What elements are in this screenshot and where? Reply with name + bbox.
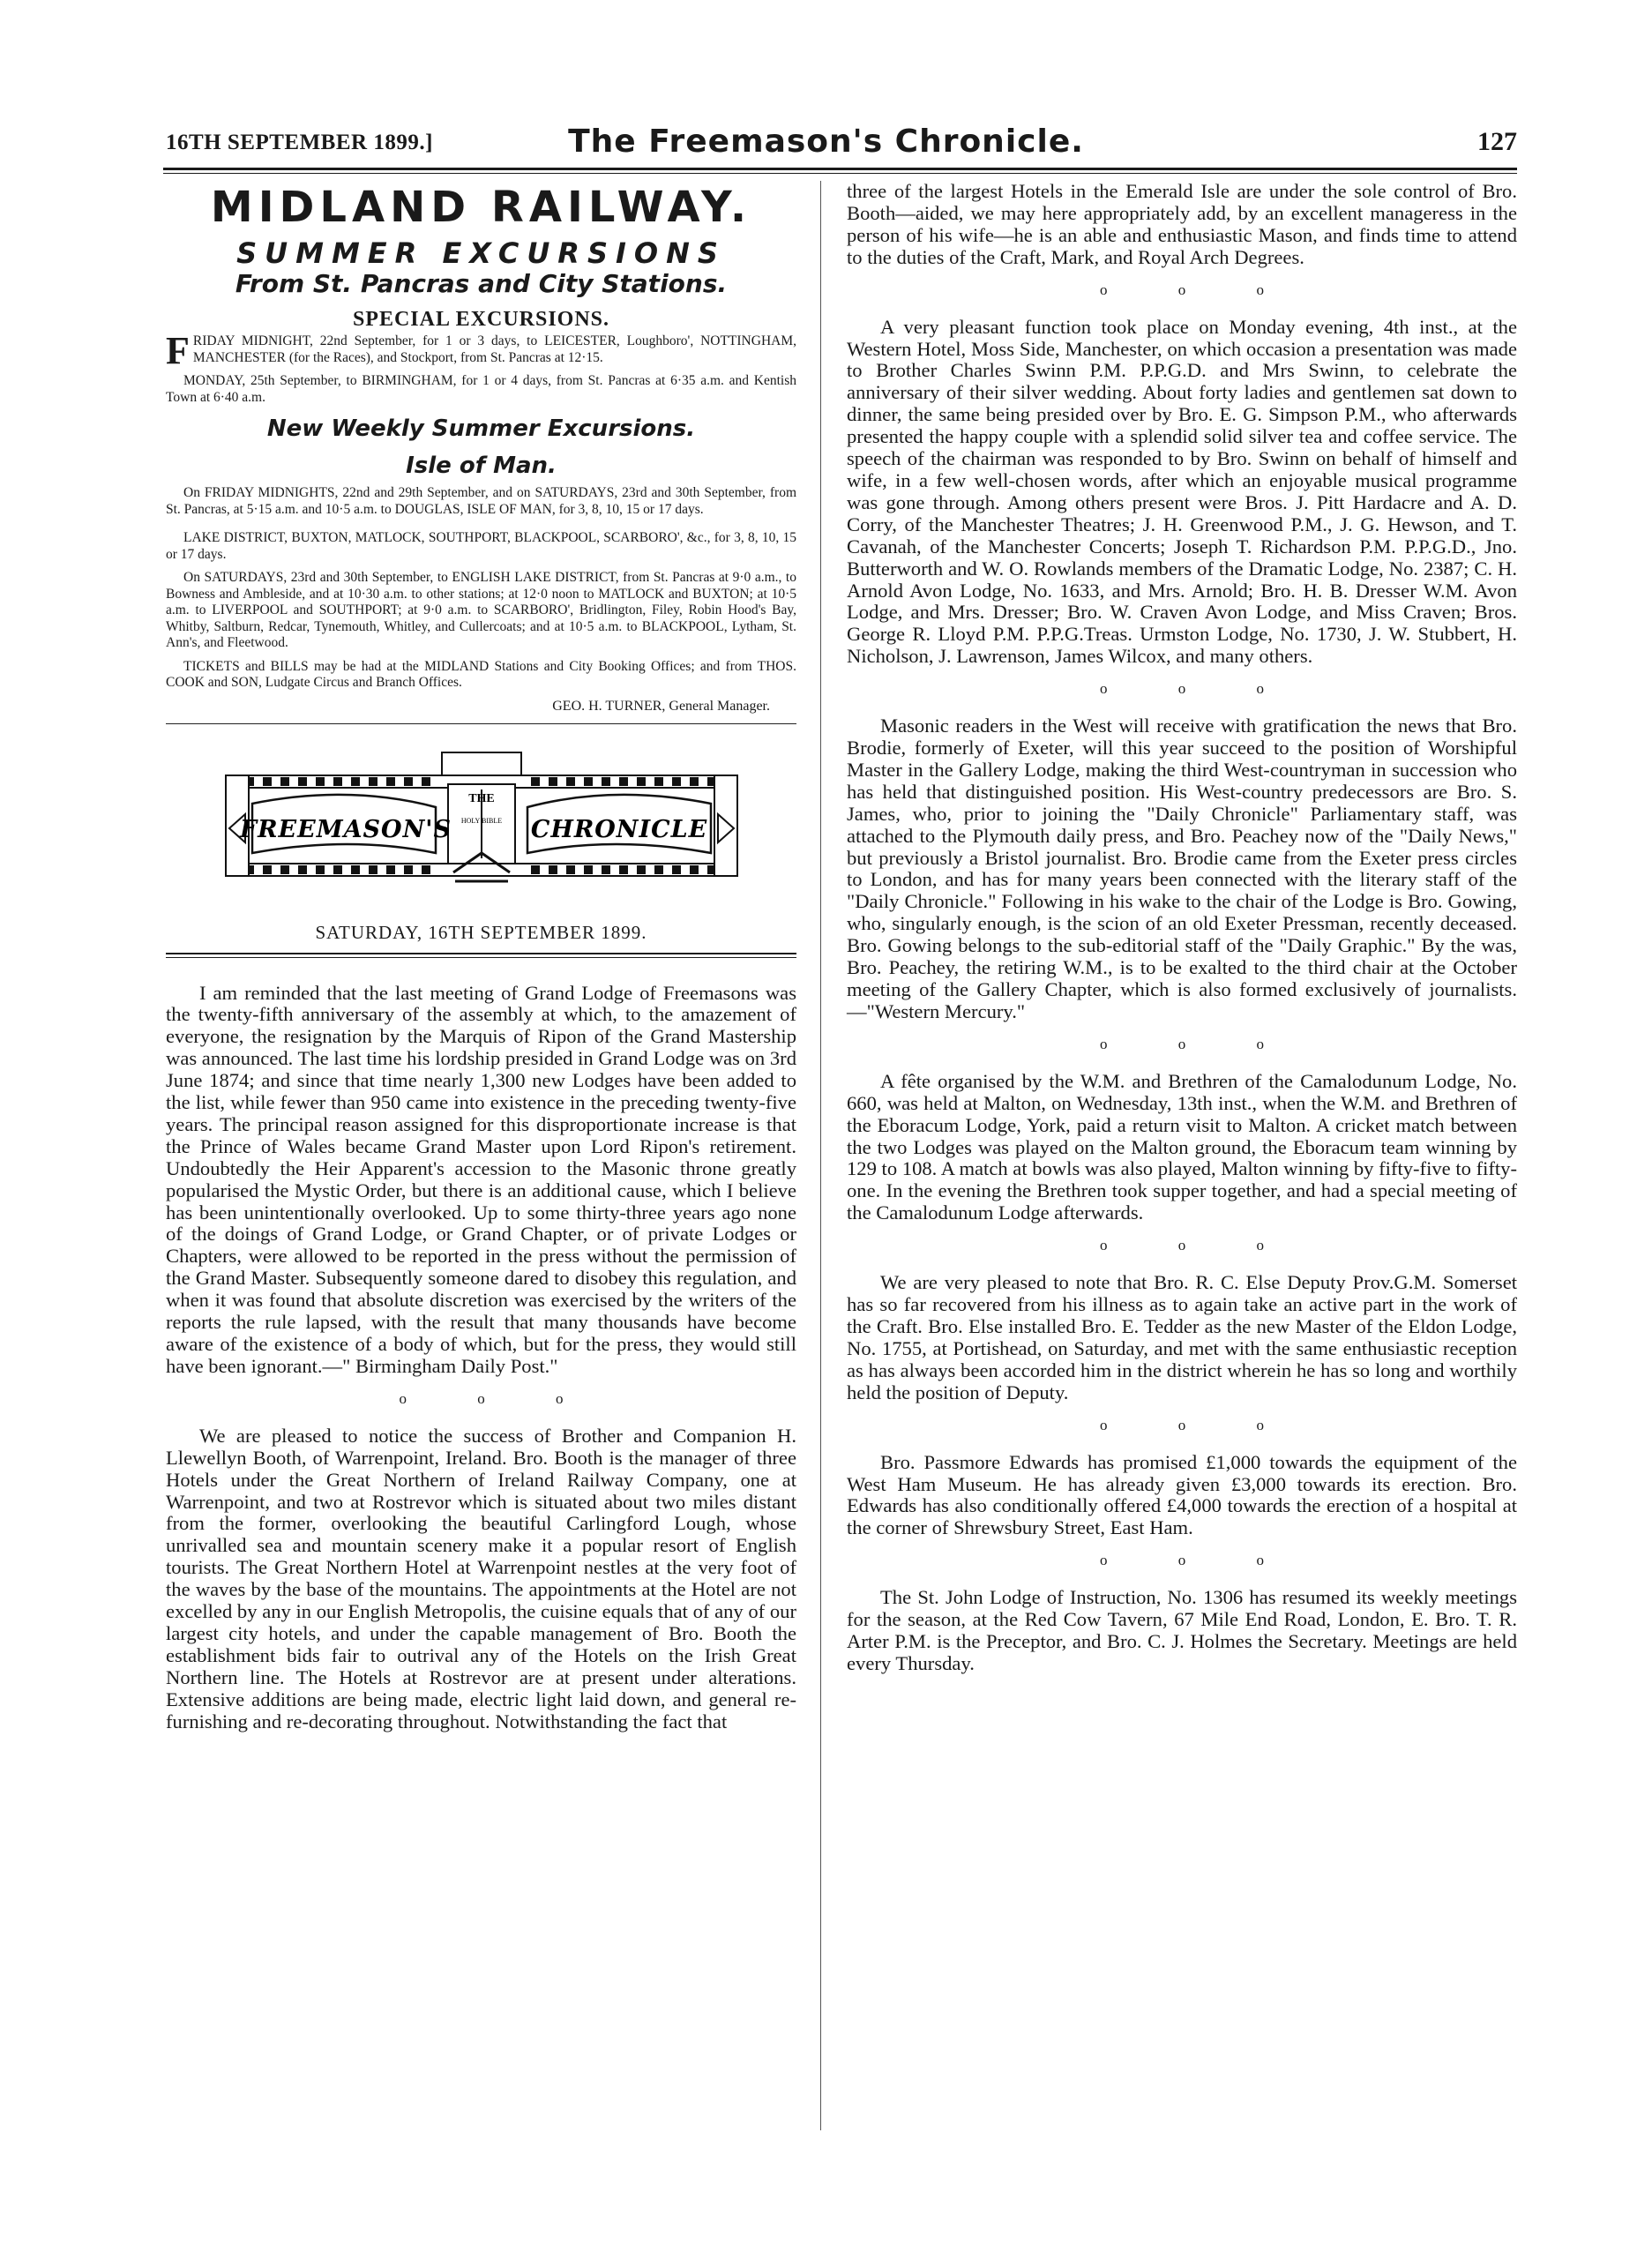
advert-subtitle-stations: From St. Pancras and City Stations. — [235, 269, 728, 298]
header-rule-thin — [163, 173, 1517, 174]
masthead-the: THE — [467, 791, 495, 805]
article-passmore-edwards: Bro. Passmore Edwards has promised £1,000 towards the equipment of the West Ham Museum. He has already given £3,000 towards its erection. Bro. Edwards has also conditionally offered £4,000 towards the erection of a hospital at the corner of Shrewsbury Street, East Ham. — [847, 1450, 1517, 1539]
advert-title: MIDLAND RAILWAY. — [210, 183, 752, 232]
section-separator: o o o — [1100, 1416, 1297, 1433]
special-excursions-text: FRIDAY MIDNIGHT, 22nd September, for 1 or 3 days, to LEICESTER, Loughboro', NOTTINGHAM, MANCHESTER (for the Races), and Stockport, from St. Pancras at 12·15. — [166, 329, 796, 372]
isle-of-man-heading: Isle of Man. — [406, 453, 557, 479]
lake-district-details: On SATURDAYS, 23rd and 30th September, to ENGLISH LAKE DISTRICT, from St. Pancras at 9·0 a.m., to Bowness and Ambleside, and at 10·30 a.m. to other stations; at 12·0 noon to MATLOCK and BUXTON; at 10·5 a.m. to LIVERPOOL and SOUTHPORT; at 9·0 a.m. to SCARBORO', Bridlington, Filey, Robin Hood's Bay, Whitby, Saltburn, Redcar, Tynemouth, Whitley, and Cullercoats; and at 10·5 a.m. to BLACKPOOL, Lytham, St. Ann's, and Fleetwood. — [166, 570, 796, 650]
article-else-recovery: We are very pleased to note that Bro. R. C. Else Deputy Prov.G.M. Somerset has so far recovered from his illness as to again take an active part in the work of the Craft. Bro. Else installed Bro. E. Tedder as the new Master of the Eldon Lodge, No. 1755, at Portishead, on Saturday, and met with the same enthusiastic reception as has always been accorded him in the district wherein he has so long and worthily held the position of Deputy. — [847, 1271, 1517, 1403]
article-swinn-wedding: A very pleasant function took place on Monday evening, 4th inst., at the Western Hotel, Moss Side, Manchester, on which occasion a presentation was made to Brother Charles Swinn P.M. P.P.G.D. and Mrs Swinn, to celebrate the anniversary of their silver wedding. About forty ladies and gentlemen sat down to dinner, the same being presided over by Bro. E. G. Simpson P.M., who afterwards presented the happy couple with a splendid solid silver tea and coffee service. The speech of the chairman was responded to by Bro. Swinn on behalf of himself and wife, in a few well-chosen words, after which an enjoyable musical programme was gone through. Among others present were Bros. J. Pitt Hardacre and A. D. Corry, of the Manchester Theatres; J. H. Greenwood P.M., J. G. Hewson, and T. Cavanah, of the Manchester Concerts; Joseph T. Richardson P.M. P.P.G.D., Jno. Butterworth and W. O. Rowlands members of the Dramatic Lodge, No. 2387; C. H. Arnold Avon Lodge, No. 1633, and Mrs. Arnold; Bro. H. B. Dresser W.M. Avon Lodge, and Mrs. Dresser; Bro. W. Craven Avon Lodge, and Miss Craven; Bros. George R. Lloyd P.M. P.P.G.Treas. Urmston Lodge, No. 1730, J. W. Stubbert, H. Nicholson, J. Lawrenson, James Wilcox, and many others. — [847, 315, 1517, 668]
section-separator: o o o — [1100, 1552, 1297, 1569]
weekly-excursions-heading: New Weekly Summer Excursions. — [266, 415, 696, 442]
article-st-john-lodge: The St. John Lodge of Instruction, No. 1306 has resumed its weekly meetings for the season, at the Red Cow Tavern, 67 Mile End Road, London, E. Bro. T. R. Arter P.M. is the Preceptor, and Bro. C. J. Holmes the Secretary. Meetings are held every Thursday. — [847, 1586, 1517, 1674]
section-separator: o o o — [1100, 1237, 1297, 1254]
left-column — [166, 181, 796, 1733]
advert-bottom-rule — [166, 723, 796, 724]
header-rule — [163, 168, 1517, 170]
article-booth-hotels: We are pleased to notice the success of Brother and Companion H. Llewellyn Booth, of Warrenpoint, Ireland. Bro. Booth is the manager of three Hotels under the Great Northern of Ireland Railway Company, one at Warrenpoint, and two at Rostrevor which is situated about two miles distant from the former, overlooking the beautiful Carlingford Lough, whose unrivalled sea and mountain scenery make it a popular resort of English tourists. The Great Northern Hotel at Warrenpoint nestles at the very foot of the waves by the base of the mountains. The appointments at the Hotel are not excelled by any in our English Metropolis, the cuisine equals that of any of our largest city hotels, and under the capable management of Bro. Booth the establishment bids fair to outrival any of the Hotels on the Irish Great Northern line. The Hotels at Rostrevor are at present under alterations. Extensive additions are being made, electric light laid down, and general re-furnishing and re-decorating throughout. Notwithstanding the fact that — [166, 1424, 796, 1732]
dateline-rule — [166, 953, 796, 954]
special-excursions-heading: SPECIAL EXCURSIONS. — [352, 308, 610, 331]
tickets-text: TICKETS and BILLS may be had at the MIDLAND Stations and City Booking Offices; and from THOS. COOK and SON, Ludgate Circus and Branch Offices. — [166, 658, 796, 690]
railway-advertisement — [166, 183, 796, 724]
lake-district-summary: LAKE DISTRICT, BUXTON, MATLOCK, SOUTHPORT, BLACKPOOL, SCARBORO', &c., for 3, 8, 10, 15 or 17 days. — [166, 530, 796, 562]
section-separator: o o o — [399, 1389, 597, 1407]
advert-subtitle: SUMMER EXCURSIONS — [236, 236, 726, 270]
masthead-emblem — [217, 749, 746, 899]
article-booth-continued: three of the largest Hotels in the Emerald Isle are under the sole control of Bro. Booth—aided, we may here appropriately add, by an excellent manageress in the person of his wife—he is an able and enthusiastic Mason, and finds time to attend to the duties of the Craft, Mark, and Royal Arch Degrees. — [847, 180, 1517, 268]
drop-cap: F — [166, 329, 190, 372]
birmingham-excursion-text: MONDAY, 25th September, to BIRMINGHAM, for 1 or 4 days, from St. Pancras at 6·35 a.m. and Kentish Town at 6·40 a.m. — [166, 373, 796, 405]
masthead-word-freemasons: FREEMASON'S — [239, 815, 452, 843]
section-separator: o o o — [1100, 1035, 1297, 1052]
advert-signature: GEO. H. TURNER, General Manager. — [552, 698, 770, 714]
page-number: 127 — [1477, 127, 1517, 156]
column-divider — [820, 181, 821, 2130]
right-column — [847, 181, 1517, 1675]
publication-title: The Freemason's Chronicle. — [568, 123, 1084, 160]
masthead-word-chronicle: CHRONICLE — [530, 815, 707, 843]
dateline-rule-thin — [166, 957, 796, 958]
article-grand-lodge: I am reminded that the last meeting of Grand Lodge of Freemasons was the twenty-fifth anniversary of the assembly at which, to the amazement of everyone, the resignation by the Marquis of Ripon of the Grand Mastership was announced. The last time his lordship presided in Grand Lodge was on 3rd June 1874; and since that time nearly 1,300 new Lodges have been added to the list, while fewer than 950 came into existence in the preceding twenty-five years. The principal reason assigned for this disproportionate increase is that the Prince of Wales became Grand Master upon Lord Ripon's retirement. Undoubtedly the Heir Apparent's accession to the Masonic throne greatly popularised the Mystic Order, but there is an additional cause, which I believe has been unintentionally overlooked. Up to some thirty-three years ago none of the doings of Grand Lodge, or Grand Chapter, or of private Lodges or Chapters, were allowed to be reported in the press without the permission of the Grand Master. Subsequently someone dared to disobey this regulation, and when it was found that absolute discretion was exercised by the writers of the reports the rule lapsed, with the result that many thousands have become aware of the existence of a body of which, but for the press, they would still have been ignorant.—" Birmingham Daily Post." — [166, 981, 796, 1377]
dateline: SATURDAY, 16TH SEPTEMBER 1899. — [315, 921, 647, 943]
article-camalodunum-fete: A fête organised by the W.M. and Brethren of the Camalodunum Lodge, No. 660, was held at Malton, on Wednesday, 13th inst., when the W.M. and Brethren of the Eboracum Lodge, York, paid a return visit to Malton. A cricket match between the two Lodges was played on the Malton ground, the Eboracum team winning by 129 to 108. A match at bowls was also played, Malton winning by fifty-five to fifty-one. In the evening the Brethren took supper together, and had a special meeting of the Camalodunum Lodge afterwards. — [847, 1069, 1517, 1224]
isle-of-man-text: On FRIDAY MIDNIGHTS, 22nd and 29th September, and on SATURDAYS, 23rd and 30th September, from St. Pancras, at 5·15 a.m. and 10·5 a.m. to DOUGLAS, ISLE OF MAN, for 3, 8, 10, 15 or 17 days. — [166, 485, 796, 517]
section-separator: o o o — [1100, 281, 1297, 298]
issue-date: 16TH SEPTEMBER 1899.] — [166, 131, 433, 154]
article-gallery-lodge: Masonic readers in the West will receive with gratification the news that Bro. Brodie, formerly of Exeter, will this year succeed to the position of Worshipful Master in the Gallery Lodge, making the third West-countryman in succession who has held that distinguished position. His West-country predecessors are Bro. S. James, who, prior to joining the "Daily Chronicle" Parliamentary staff, was attached to the Plymouth daily press, and Bro. Peachey now of the "Daily News," but previously a Bristol journalist. Bro. Brodie came from the Exeter press circles to London, and has for many years been connected with the literary staff of the "Daily Chronicle." Following in his wake to the chair of the Lodge is Bro. Gowing, who, singularly enough, is the scion of an old Exeter Pressman, recently deceased. Bro. Gowing belongs to the sub-editorial staff of the "Daily Graphic." By the was, Bro. Peachey, the retiring W.M., is to be exalted to the third chair at the October meeting of the Gallery Chapter, which is also formed exclusively of journalists.—"Western Mercury." — [847, 715, 1517, 1022]
chronicle-masthead — [166, 749, 796, 899]
masthead-bible: HOLY BIBLE — [460, 816, 502, 825]
section-separator: o o o — [1100, 680, 1297, 698]
